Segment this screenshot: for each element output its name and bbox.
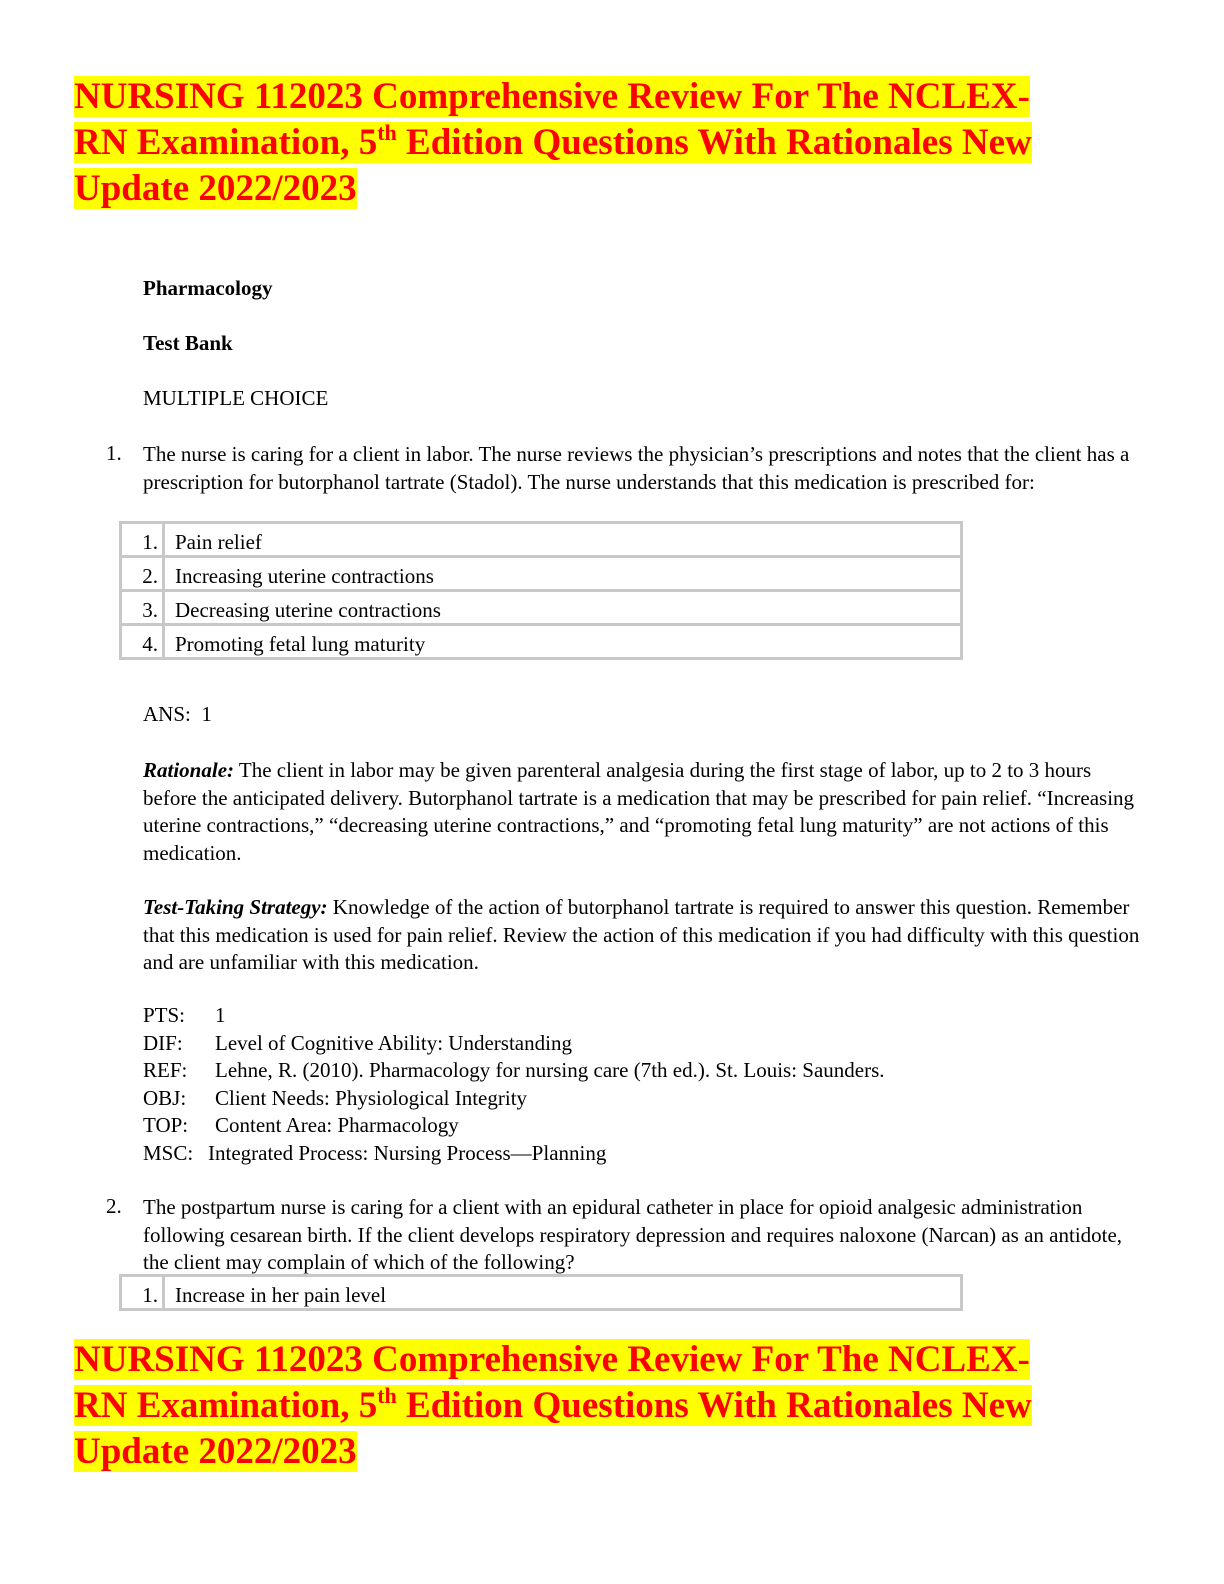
meta-key: MSC:: [143, 1140, 194, 1165]
option-row[interactable]: [121, 523, 962, 557]
banner-superscript: th: [377, 120, 397, 145]
strategy-text: Knowledge of the action of butorphanol tartrate is required to answer this question. Remember that this medication is used for pain relief. Review the action of this medication if you had difficulty with this question and are unfamiliar with this medication.: [143, 895, 1140, 974]
meta-row-msc: [143, 1140, 885, 1168]
meta-value: Content Area: Pharmacology: [215, 1113, 459, 1137]
option-number: 1.: [121, 523, 164, 557]
meta-value: 1: [215, 1003, 226, 1027]
banner-line-3: Update 2022/2023: [74, 168, 357, 209]
option-number: 1.: [121, 1276, 164, 1310]
meta-value: Client Needs: Physiological Integrity: [215, 1085, 528, 1110]
question-text: The nurse is caring for a client in labor. The nurse reviews the physician’s prescriptions and notes that the client has a prescription for butorphanol tartrate (Stadol). The nurse understands that this medication is prescribed for:: [143, 442, 1130, 494]
rationale-text: The client in labor may be given parenteral analgesia during the first stage of labor, up to 2 to 3 hours before the anticipated delivery. Butorphanol tartrate is a medication that may be prescribed for pain relief. “Increasing uterine contractions,” “decreasing uterine contractions,” and “promoting fetal lung maturity” are not actions of this medication.: [143, 758, 1135, 865]
meta-key: PTS:: [143, 1003, 186, 1027]
meta-key: OBJ:: [143, 1085, 187, 1110]
meta-value: Lehne, R. (2010). Pharmacology for nursing care (7th ed.). St. Louis: Saunders.: [215, 1058, 885, 1082]
option-text: Decreasing uterine contractions: [164, 591, 962, 625]
banner-line-2b: Edition Questions With Rationales New: [396, 122, 1032, 163]
answer-options-table: [119, 521, 963, 660]
option-row[interactable]: [121, 557, 962, 591]
strategy-paragraph: [143, 894, 1143, 977]
option-number: 4.: [121, 625, 164, 659]
banner-line-1: NURSING 112023 Comprehensive Review For The NCLEX-: [74, 76, 1030, 117]
answer-line: ANS: 1: [143, 702, 212, 726]
document-title-banner-bottom: [74, 1337, 1124, 1475]
question-number: 1.: [106, 441, 122, 465]
subject-heading: Pharmacology: [143, 276, 273, 300]
answer-options-table: [119, 1274, 963, 1311]
banner-line-3: Update 2022/2023: [74, 1431, 357, 1472]
meta-row-dif: [143, 1030, 885, 1058]
option-text: Increase in her pain level: [164, 1276, 962, 1310]
meta-value: Integrated Process: Nursing Process—Planning: [208, 1140, 607, 1165]
meta-value: Level of Cognitive Ability: Understanding: [215, 1030, 572, 1055]
option-row[interactable]: [121, 1276, 962, 1310]
option-row[interactable]: [121, 591, 962, 625]
meta-key: DIF:: [143, 1030, 183, 1055]
banner-line-2a: RN Examination, 5: [74, 1385, 378, 1426]
option-number: 3.: [121, 591, 164, 625]
option-number: 2.: [121, 557, 164, 591]
question-metadata: [143, 1002, 885, 1167]
question-number: 2.: [106, 1194, 122, 1218]
banner-line-1: NURSING 112023 Comprehensive Review For The NCLEX-: [74, 1339, 1030, 1380]
question-text: The postpartum nurse is caring for a client with an epidural catheter in place for opioid analgesic administration following cesarean birth. If the client develops respiratory depression and requires naloxone (Narcan) as an antidote, the client may complain of which of the following?: [143, 1195, 1123, 1274]
option-text: Pain relief: [164, 523, 962, 557]
meta-key: REF:: [143, 1058, 188, 1082]
meta-key: TOP:: [143, 1113, 189, 1137]
strategy-label: Test-Taking Strategy:: [143, 895, 328, 919]
meta-row-ref: [143, 1057, 885, 1085]
meta-row-pts: [143, 1002, 885, 1030]
section-heading: MULTIPLE CHOICE: [143, 386, 329, 410]
rationale-label: Rationale:: [143, 758, 235, 782]
document-title-banner-top: [74, 74, 1124, 212]
meta-row-top: [143, 1112, 885, 1140]
meta-row-obj: [143, 1085, 885, 1113]
banner-line-2a: RN Examination, 5: [74, 122, 378, 163]
banner-superscript: th: [377, 1383, 397, 1408]
option-text: Promoting fetal lung maturity: [164, 625, 962, 659]
option-text: Increasing uterine contractions: [164, 557, 962, 591]
banner-line-2b: Edition Questions With Rationales New: [396, 1385, 1032, 1426]
option-row[interactable]: [121, 625, 962, 659]
test-bank-heading: Test Bank: [143, 331, 233, 355]
rationale-paragraph: [143, 757, 1143, 867]
